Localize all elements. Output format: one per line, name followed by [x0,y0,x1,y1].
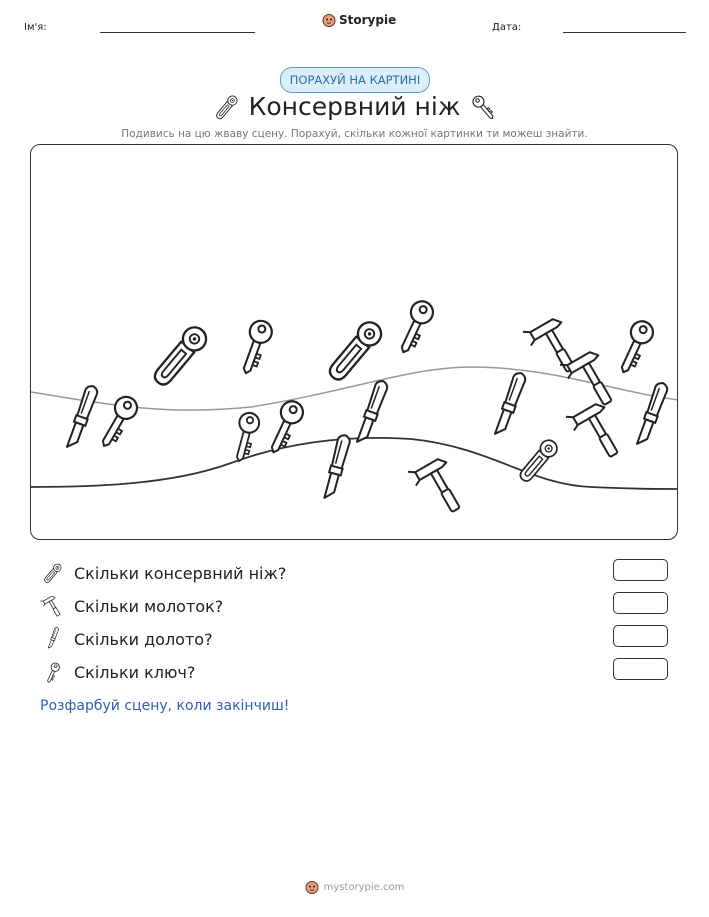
storypie-mascot-icon [305,880,319,894]
brand-name: Storypie [339,13,397,27]
question-row-hammer [40,593,223,619]
question-text: Скільки молоток? [74,596,224,616]
brand-logo [322,13,396,27]
chisel-item [355,379,389,445]
chisel-item [493,371,527,437]
can-opener-item [516,437,560,485]
can-opener-icon [40,560,66,586]
answer-box-chisel[interactable] [613,625,668,647]
answer-box-can-opener[interactable] [613,559,668,581]
hammer-icon [40,593,66,619]
front-hill-line [31,438,678,489]
answer-box-key[interactable] [613,658,668,680]
can-opener-item [324,318,386,385]
key-item [393,298,436,357]
counting-scene [30,144,678,540]
can-opener-item [149,323,211,390]
page-title: Консервний ніж [248,92,461,121]
question-text: Скільки ключ? [74,662,196,682]
coloring-note: Розфарбуй сцену, коли закінчиш! [40,698,290,714]
key-item [94,393,141,452]
name-label: Ім'я: [24,22,47,33]
chisel-item [322,434,351,501]
question-text: Скільки консервний ніж? [74,563,287,583]
count-badge: ПОРАХУЙ НА КАРТИНІ [280,67,430,93]
key-item [229,411,261,464]
key-item [235,318,274,377]
storypie-mascot-icon [322,13,336,27]
scene-illustration [31,145,678,540]
key-item [613,318,656,377]
key-icon [466,90,500,124]
site-url[interactable]: mystorypie.com [323,881,405,893]
date-label: Дата: [492,22,522,33]
hammer-item [408,453,469,521]
hammer-item [566,398,627,466]
question-row-key [40,659,195,685]
question-row-chisel [40,626,213,652]
site-footer [0,880,709,894]
answer-box-hammer[interactable] [613,592,668,614]
date-field[interactable] [563,32,686,33]
instructions: Подивись на цю жваву сцену. Порахуй, скільки кожної картинки ти можеш знайти. [121,128,588,140]
question-row-can-opener [40,560,286,586]
chisel-item [65,384,99,450]
question-text: Скільки долото? [74,629,213,649]
name-field[interactable] [100,32,255,33]
chisel-icon [40,626,66,652]
chisel-item [635,381,669,447]
key-icon [40,659,66,685]
